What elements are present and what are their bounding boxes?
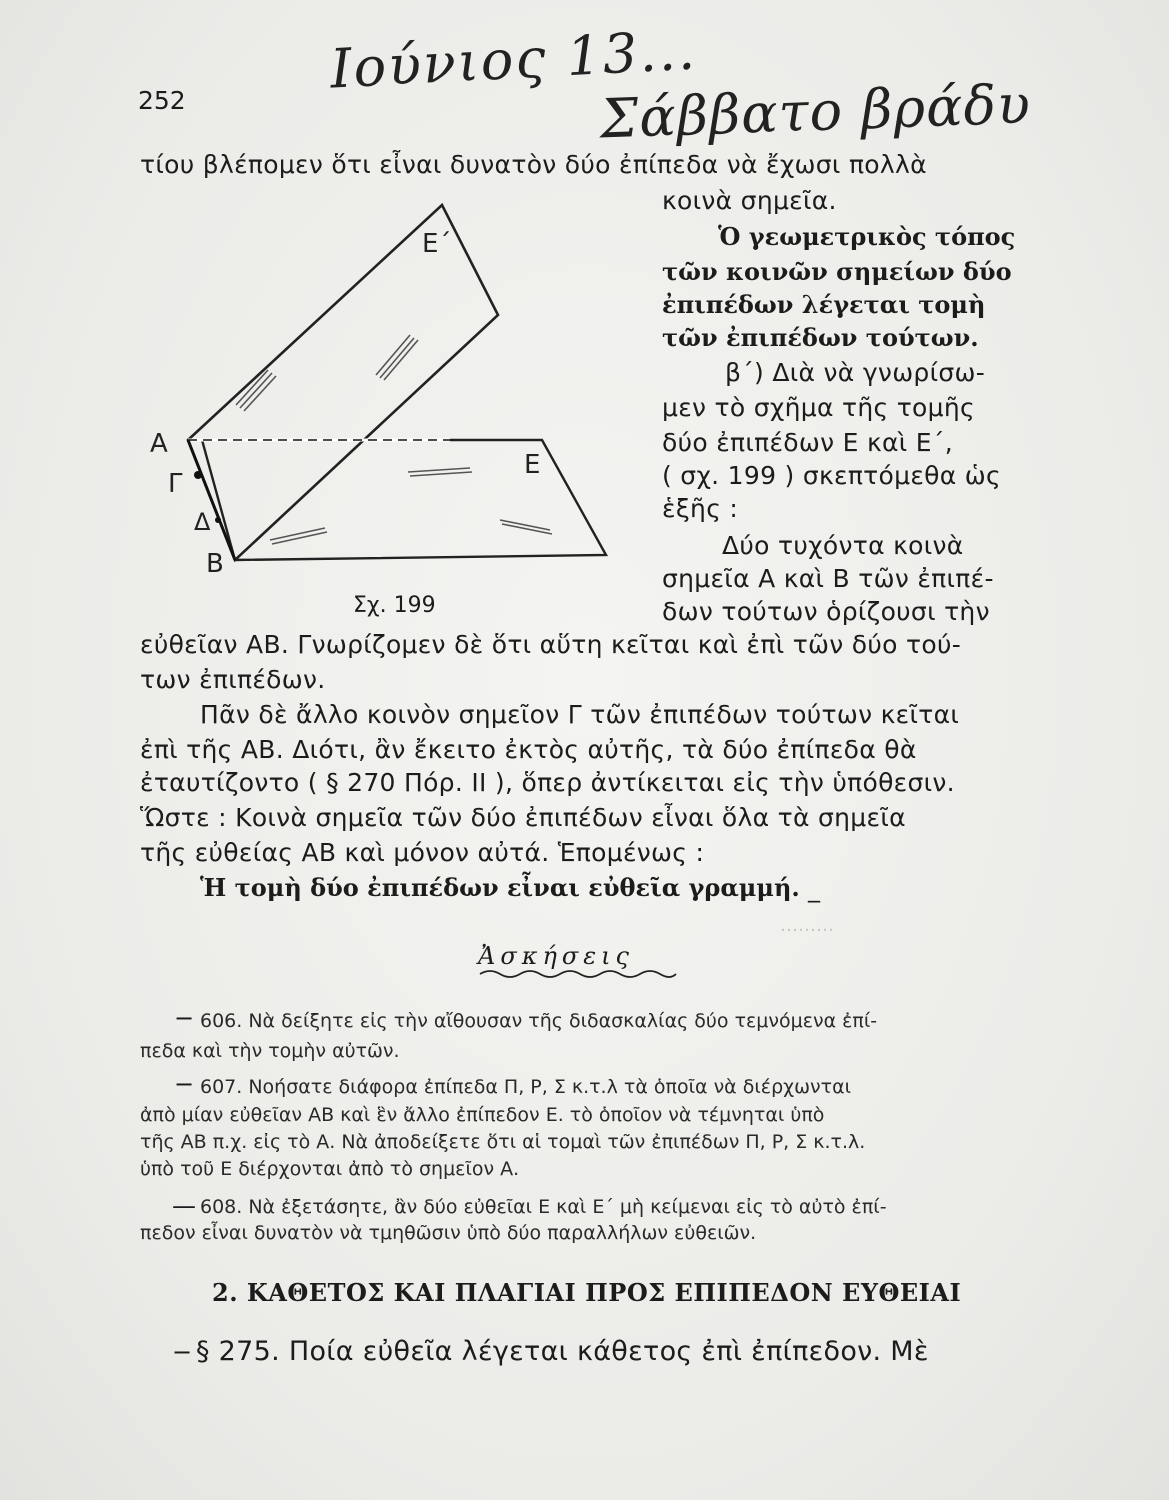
exercise-607-dash: − bbox=[174, 1070, 195, 1098]
exercise-606-line-0: 606. Νὰ δείξητε εἰς τὴν αἴθουσαν τῆς διδασκαλίας δύο τεμνόμενα ἐπί- bbox=[200, 1010, 878, 1032]
exercise-607-line-2: τῆς ΑΒ π.χ. εἰς τὸ Α. Νὰ ἀποδείξετε ὅτι αἱ τομαὶ τῶν ἐπιπέδων Π, Ρ, Σ κ.τ.λ. bbox=[140, 1131, 866, 1153]
bleed-through-mark: ……… bbox=[780, 915, 834, 936]
body-line-0: εὐθεῖαν ΑΒ. Γνωρίζομεν δὲ ὅτι αὕτη κεῖται καὶ ἐπὶ τῶν δύο τού- bbox=[140, 630, 962, 659]
figure-199 bbox=[140, 190, 620, 600]
section-first-line: § 275. Ποία εὐθεῖα λέγεται κάθετος ἐπὶ ἐπίπεδον. Μὲ bbox=[196, 1336, 929, 1367]
body-conclusion: Ἡ τομὴ δύο ἐπιπέδων εἶναι εὐθεῖα γραμμή. bbox=[200, 873, 800, 902]
exercise-608-line-1: πεδον εἶναι δυνατὸν νὰ τμηθῶσιν ὑπὸ δύο παραλλήλων εὐθειῶν. bbox=[140, 1222, 757, 1244]
label-g: Γ bbox=[168, 469, 183, 499]
label-b: Β bbox=[206, 549, 224, 579]
rc-line-6: μεν τὸ σχῆμα τῆς τομῆς bbox=[662, 393, 975, 422]
figure-caption: Σχ. 199 bbox=[353, 593, 436, 618]
exercise-607-line-1: ἀπὸ μίαν εὐθεῖαν ΑΒ καὶ ἓν ἄλλο ἐπίπεδον Ε. τὸ ὁποῖον νὰ τέμνηται ὑπὸ bbox=[140, 1104, 825, 1126]
exercise-606-dash: − bbox=[174, 1004, 195, 1032]
point-d bbox=[215, 517, 221, 523]
rc-line-4: τῶν ἐπιπέδων τούτων. bbox=[662, 323, 979, 352]
intro-line bbox=[140, 150, 1028, 179]
body-line-5: Ὥστε : Κοινὰ σημεῖα τῶν δύο ἐπιπέδων εἶναι ὅλα τὰ σημεῖα bbox=[140, 803, 906, 832]
handwritten-date: Ιούνιος 13... bbox=[328, 18, 699, 101]
plane-e bbox=[202, 440, 606, 560]
exercise-606-line-1: πεδα καὶ τὴν τομὴν αὐτῶν. bbox=[140, 1040, 400, 1062]
intro-text: τίου βλέπομεν ὅτι εἶναι δυνατὸν δύο ἐπίπεδα νὰ ἔχωσι πολλὰ bbox=[140, 150, 927, 179]
rc-line-12: δων τούτων ὁρίζουσι τὴν bbox=[662, 597, 990, 626]
section-title: 2. ΚΑΘΕΤΟΣ ΚΑΙ ΠΛΑΓΙΑΙ ΠΡΟΣ ΕΠΙΠΕΔΟΝ ΕΥΘΕΙΑΙ bbox=[212, 1278, 962, 1307]
label-e-prime: Ε΄ bbox=[422, 229, 452, 259]
rc-line-8: ( σχ. 199 ) σκεπτόμεθα ὡς bbox=[662, 461, 1001, 490]
rc-line-5: β΄) Διὰ νὰ γνωρίσω- bbox=[725, 358, 986, 387]
exercise-607-line-3: ὑπὸ τοῦ Ε διέρχονται ἀπὸ τὸ σημεῖον Α. bbox=[140, 1158, 520, 1180]
rc-line-0: κοινὰ σημεῖα. bbox=[662, 186, 837, 215]
body-line-6: τῆς εὐθείας ΑΒ καὶ μόνον αὐτά. Ἑπομένως : bbox=[140, 838, 705, 867]
label-d: Δ bbox=[194, 508, 211, 536]
section-dash: − bbox=[172, 1338, 193, 1366]
exercise-607-line-0: 607. Νοήσατε διάφορα ἐπίπεδα Π, Ρ, Σ κ.τ.λ τὰ ὁποῖα νὰ διέρχωνται bbox=[200, 1076, 852, 1098]
body-line-3: ἐπὶ τῆς ΑΒ. Διότι, ἂν ἔκειτο ἐκτὸς αὐτῆς, τὰ δύο ἐπίπεδα θὰ bbox=[140, 735, 917, 764]
exercise-608-dash: — bbox=[172, 1192, 196, 1220]
conclusion-mark: _ bbox=[808, 875, 820, 903]
rc-line-1: Ὁ γεωμετρικὸς τόπος bbox=[718, 222, 1016, 251]
page-number: 252 bbox=[138, 86, 186, 115]
rc-line-3: ἐπιπέδων λέγεται τομὴ bbox=[662, 290, 986, 319]
line-ab bbox=[188, 440, 235, 560]
rc-line-2: τῶν κοινῶν σημείων δύο bbox=[662, 257, 1012, 286]
body-line-1: των ἐπιπέδων. bbox=[140, 665, 326, 694]
point-g bbox=[194, 471, 202, 479]
rc-line-11: σημεῖα Α καὶ Β τῶν ἐπιπέ- bbox=[662, 564, 994, 593]
handwritten-day: Σάββατο βράδυ bbox=[599, 72, 1032, 151]
body-line-4: ἐταυτίζοντο ( § 270 Πόρ. ΙΙ ), ὅπερ ἀντίκειται εἰς τὴν ὑπόθεσιν. bbox=[140, 768, 955, 797]
label-a: Α bbox=[150, 429, 168, 459]
plane-e-prime bbox=[188, 205, 498, 560]
label-e: Ε bbox=[524, 450, 541, 480]
rc-line-9: ἑξῆς : bbox=[662, 494, 739, 523]
body-line-2: Πᾶν δὲ ἄλλο κοινὸν σημεῖον Γ τῶν ἐπιπέδων τούτων κεῖται bbox=[200, 700, 960, 729]
exercises-heading: Ἀσκήσεις bbox=[478, 942, 634, 970]
rc-line-10: Δύο τυχόντα κοινὰ bbox=[722, 531, 964, 560]
wavy-underline bbox=[478, 968, 678, 980]
rc-line-7: δύο ἐπιπέδων Ε καὶ Ε΄, bbox=[662, 428, 953, 457]
exercise-608-line-0: 608. Νὰ ἐξετάσητε, ἂν δύο εὐθεῖαι Ε καὶ Ε΄ μὴ κείμεναι εἰς τὸ αὐτὸ ἐπί- bbox=[200, 1196, 887, 1218]
